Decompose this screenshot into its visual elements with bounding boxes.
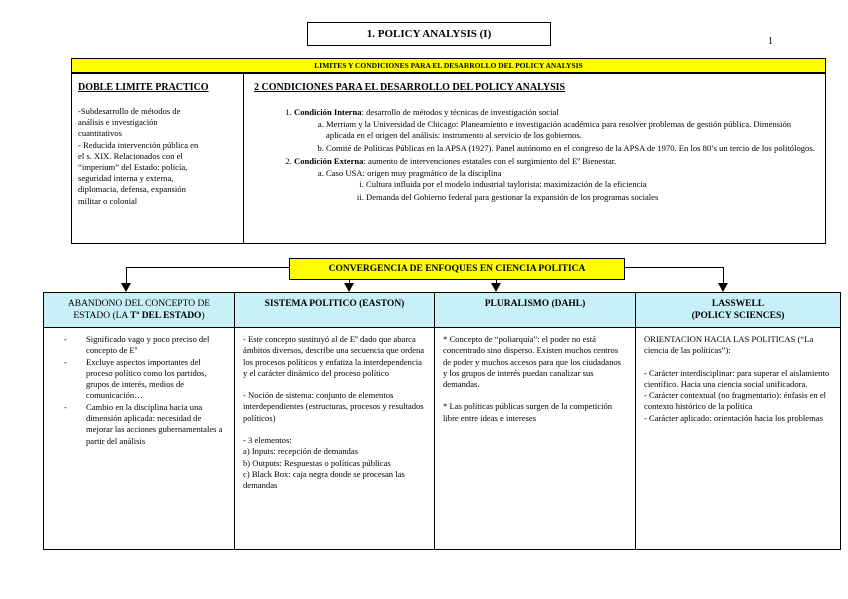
paragraph: - Carácter interdisciplinar: para superar el aislamiento científico. Hacia una ciencia social unificadora.: [644, 367, 830, 389]
paragraph: - Carácter aplicado: orientación hacia los problemas: [644, 412, 823, 423]
condition-internal-text: : desarrollo de métodos y técnicas de investigación social: [361, 107, 559, 117]
paragraph: c) Black Box: caja negra donde se procesan las demandas: [243, 468, 405, 491]
usa-case: Caso USA: origen muy pragmático de la disciplina: [326, 168, 502, 178]
connector-line: [625, 267, 724, 268]
double-limit-line: - Reducida intervención pública en: [78, 139, 199, 150]
paragraph: * Las políticas públicas surgen de la competición libre entre ideas e intereses: [443, 401, 613, 423]
condition-internal: [294, 107, 815, 154]
column-dahl: [435, 293, 636, 549]
paragraph: - 3 elementos:: [243, 435, 292, 446]
heading-line: (POLICY SCIENCES): [691, 311, 785, 321]
double-limit-line: análisis e investigación: [78, 117, 158, 128]
list-item: i. Cultura influida por el modelo industrial taylorista: maximización de la eficiencia: [366, 179, 815, 190]
heading-line: ): [201, 311, 205, 321]
column-easton-heading: SISTEMA POLITICO (EASTON): [235, 293, 434, 328]
list-item: [326, 168, 815, 203]
double-limit-text: [78, 106, 237, 207]
state-list: [52, 334, 226, 447]
paragraph: - Este concepto sustituyó al de Eº dado que abarca ámbitos diversos, describe una secuencia que ordena los procesos políticos y enfatiza la interdependencia y el carácter dinámico del proceso político: [243, 334, 425, 378]
usa-case-sublist: [326, 179, 815, 203]
list-item: - Cambio en la disciplina hacia una dimensión aplicada: necesidad de mejorar las acciones gubernamentales a partir del análisis: [86, 402, 226, 447]
list-item: - Significado vago y poco preciso del concepto de Eº: [86, 334, 226, 357]
conditions-cell: [244, 74, 825, 243]
condition-external-text: : aumento de intervenciones estatales con el surgimiento del Eº Bienestar.: [363, 156, 617, 166]
double-limit-line: diplomacia, defensa, expansión: [78, 184, 186, 195]
double-limit-line: el s. XIX. Relacionados con el: [78, 150, 183, 161]
condition-internal-title: Condición Interna: [294, 107, 362, 117]
connector-line: [126, 267, 289, 268]
condition-external-sublist: [294, 168, 815, 203]
double-limit-line: cuantitativos: [78, 128, 122, 139]
list-item: ii. Demanda del Gobierno federal para gestionar la expansión de los programas sociales: [366, 192, 815, 203]
conditions-list: [254, 107, 815, 203]
limits-banner: LIMITES Y CONDICIONES PARA EL DESARROLLO DEL POLICY ANALYSIS: [71, 58, 826, 73]
paragraph: ORIENTACION HACIA LAS POLITICAS (“La ciencia de las políticas”):: [644, 334, 814, 356]
paragraph: - Noción de sistema: conjunto de elementos interdependientes (estructuras, procesos y resultados políticos): [243, 390, 424, 423]
column-state: [44, 293, 235, 549]
heading-line: ABANDONO DEL CONCEPTO DE: [67, 299, 211, 309]
double-limit-line: -Subdesarrollo de métodos de: [78, 106, 181, 116]
condition-internal-sublist: [294, 119, 815, 154]
paragraph: b) Outputs: Respuestas o políticas públicas: [243, 457, 391, 468]
paragraph: - Carácter contextual (no fragmentario): énfasis en el contexto histórico de la política: [644, 390, 827, 412]
column-dahl-body: [435, 328, 635, 441]
column-state-body: [44, 328, 234, 453]
page-number: 1: [768, 36, 773, 47]
double-limit-line: militar o colonial: [78, 195, 138, 206]
column-easton: [235, 293, 435, 549]
arrow-down-icon: [718, 283, 728, 292]
condition-external: [294, 156, 815, 203]
double-limit-cell: [72, 74, 244, 243]
double-limit-line: seguridad interna y externa,: [78, 173, 174, 184]
column-dahl-heading: PLURALISMO (DAHL): [435, 293, 635, 328]
convergence-box: CONVERGENCIA DE ENFOQUES EN CIENCIA POLITICA: [289, 258, 625, 280]
heading-bold: Tª DEL ESTADO: [130, 311, 202, 321]
heading-line: ESTADO (LA: [73, 311, 131, 321]
list-item: - Excluye aspectos importantes del proceso político como los partidos, grupos de interés, medios de comunicación…: [86, 357, 226, 402]
connector-line: [723, 267, 724, 283]
approaches-grid: [43, 292, 841, 550]
list-item: b. Comité de Políticas Públicas en la APSA (1927). Panel autónomo en el congreso de la APSA de 1970. En los 80’s un tercio de los politólogos.: [326, 143, 815, 154]
connector-line: [126, 267, 127, 283]
heading-line: LASSWELL: [711, 299, 765, 309]
conditions-heading: 2 CONDICIONES PARA EL DESARROLLO DEL POLICY ANALYSIS: [254, 82, 566, 93]
column-lasswell-body: [636, 328, 840, 430]
condition-external-title: Condición Externa: [294, 156, 364, 166]
paragraph: * Concepto de “poliarquía”: el poder no está concentrado sino disperso. Existen muchos centros de poder y muchos accesos para que los ciudadanos y los grupos de interés puedan canalizar sus demandas.: [443, 334, 622, 390]
column-state-heading: [44, 293, 234, 328]
conditions-table: [71, 73, 826, 244]
arrow-down-icon: [491, 283, 501, 292]
column-lasswell: [636, 293, 840, 549]
double-limit-heading: DOBLE LIMITE PRACTICO: [78, 82, 209, 93]
paragraph: a) Inputs: recepción de demandas: [243, 446, 359, 457]
page-title: 1. POLICY ANALYSIS (I): [307, 22, 551, 46]
arrow-down-icon: [121, 283, 131, 292]
column-easton-body: [235, 328, 434, 498]
arrow-down-icon: [344, 283, 354, 292]
list-item: a. Merriam y la Universidad de Chicago: Planeamiento e investigación académica para resolver problemas de gestión pública. Dimensión aplicada en el origen del análisis: instrumento al servicio de los gobiernos.: [326, 119, 815, 141]
column-lasswell-heading: [636, 293, 840, 328]
double-limit-line: “imperium” del Estado: policía,: [78, 162, 188, 173]
